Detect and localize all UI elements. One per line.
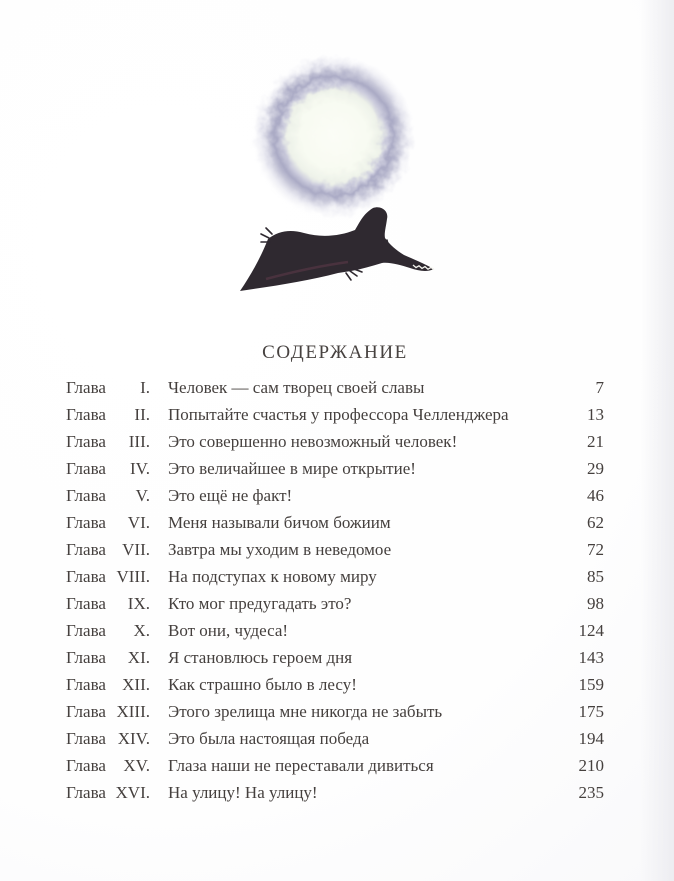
chapter-word: Глава bbox=[66, 432, 106, 451]
chapter-numeral: III. bbox=[128, 432, 150, 451]
chapter-page-number: 7 bbox=[595, 378, 604, 397]
chapter-numeral: IV. bbox=[130, 459, 150, 478]
toc-entry bbox=[66, 401, 604, 428]
moon-icon bbox=[246, 48, 422, 224]
chapter-title: Я становлюсь героем дня bbox=[168, 648, 353, 667]
chapter-word: Глава bbox=[66, 621, 106, 640]
chapter-title: Как страшно было в лесу! bbox=[168, 675, 357, 694]
chapter-title: Это ещё не факт! bbox=[168, 486, 293, 505]
chapter-word: Глава bbox=[66, 486, 106, 505]
chapter-numeral: I. bbox=[140, 378, 150, 397]
chapter-numeral: VI. bbox=[127, 513, 150, 532]
chapter-title: Это совершенно невозможный человек! bbox=[168, 432, 458, 451]
chapter-page-number: 62 bbox=[587, 513, 604, 532]
chapter-word: Глава bbox=[66, 756, 106, 775]
table-of-contents bbox=[66, 343, 604, 806]
chapter-numeral: V. bbox=[135, 486, 150, 505]
toc-entry bbox=[66, 374, 604, 401]
chapter-title: Попытайте счастья у профессора Челленджера bbox=[168, 405, 509, 424]
chapter-word: Глава bbox=[66, 405, 106, 424]
chapter-page-number: 175 bbox=[578, 702, 604, 721]
chapter-numeral: VII. bbox=[122, 540, 150, 559]
chapter-page-number: 124 bbox=[578, 621, 604, 640]
chapter-word: Глава bbox=[66, 459, 106, 478]
toc-entry bbox=[66, 536, 604, 563]
chapter-title: Меня называли бичом божиим bbox=[168, 513, 391, 532]
toc-entry bbox=[66, 752, 604, 779]
chapter-page-number: 46 bbox=[587, 486, 604, 505]
chapter-title: Кто мог предугадать это? bbox=[168, 594, 352, 613]
toc-entry bbox=[66, 617, 604, 644]
chapter-page-number: 21 bbox=[587, 432, 604, 451]
chapter-page-number: 98 bbox=[587, 594, 604, 613]
chapter-title: Человек — сам творец своей славы bbox=[168, 378, 425, 397]
toc-entry bbox=[66, 455, 604, 482]
page-title: СОДЕРЖАНИЕ bbox=[262, 342, 408, 363]
toc-entry bbox=[66, 563, 604, 590]
chapter-page-number: 159 bbox=[578, 675, 604, 694]
chapter-title: Завтра мы уходим в неведомое bbox=[168, 540, 392, 559]
toc-list bbox=[66, 374, 604, 806]
pterodactyl-illustration bbox=[238, 205, 438, 297]
chapter-word: Глава bbox=[66, 540, 106, 559]
pterodactyl-icon bbox=[238, 205, 438, 297]
chapter-numeral: XIII. bbox=[116, 702, 150, 721]
toc-entry bbox=[66, 644, 604, 671]
chapter-word: Глава bbox=[66, 594, 106, 613]
chapter-word: Глава bbox=[66, 378, 106, 397]
chapter-page-number: 143 bbox=[578, 648, 604, 667]
toc-entry bbox=[66, 590, 604, 617]
toc-entry bbox=[66, 698, 604, 725]
chapter-page-number: 210 bbox=[578, 756, 604, 775]
toc-entry bbox=[66, 509, 604, 536]
chapter-page-number: 235 bbox=[578, 783, 604, 802]
chapter-word: Глава bbox=[66, 702, 106, 721]
chapter-title: Глаза наши не переставали дивиться bbox=[168, 756, 434, 775]
chapter-title: Вот они, чудеса! bbox=[168, 621, 289, 640]
chapter-page-number: 29 bbox=[587, 459, 604, 478]
chapter-title: Этого зрелища мне никогда не забыть bbox=[168, 702, 443, 721]
chapter-word: Глава bbox=[66, 729, 106, 748]
chapter-title: Это величайшее в мире открытие! bbox=[168, 459, 416, 478]
moon-illustration bbox=[246, 48, 422, 224]
chapter-numeral: IX. bbox=[127, 594, 150, 613]
chapter-page-number: 85 bbox=[587, 567, 604, 586]
chapter-word: Глава bbox=[66, 675, 106, 694]
chapter-word: Глава bbox=[66, 513, 106, 532]
toc-entry bbox=[66, 725, 604, 752]
chapter-page-number: 72 bbox=[587, 540, 604, 559]
chapter-numeral: XIV. bbox=[117, 729, 150, 748]
chapter-numeral: VIII. bbox=[116, 567, 150, 586]
chapter-title: Это была настоящая победа bbox=[168, 729, 370, 748]
chapter-numeral: X. bbox=[133, 621, 150, 640]
toc-entry bbox=[66, 428, 604, 455]
chapter-page-number: 13 bbox=[587, 405, 604, 424]
toc-entry bbox=[66, 482, 604, 509]
chapter-word: Глава bbox=[66, 783, 106, 802]
chapter-word: Глава bbox=[66, 567, 106, 586]
chapter-title: На улицу! На улицу! bbox=[168, 783, 318, 802]
chapter-numeral: XII. bbox=[122, 675, 150, 694]
chapter-page-number: 194 bbox=[578, 729, 604, 748]
chapter-title: На подступах к новому миру bbox=[168, 567, 377, 586]
chapter-numeral: XI. bbox=[127, 648, 150, 667]
toc-entry bbox=[66, 671, 604, 698]
toc-entry bbox=[66, 779, 604, 806]
chapter-numeral: XV. bbox=[123, 756, 150, 775]
chapter-numeral: II. bbox=[134, 405, 150, 424]
chapter-word: Глава bbox=[66, 648, 106, 667]
chapter-numeral: XVI. bbox=[115, 783, 150, 802]
